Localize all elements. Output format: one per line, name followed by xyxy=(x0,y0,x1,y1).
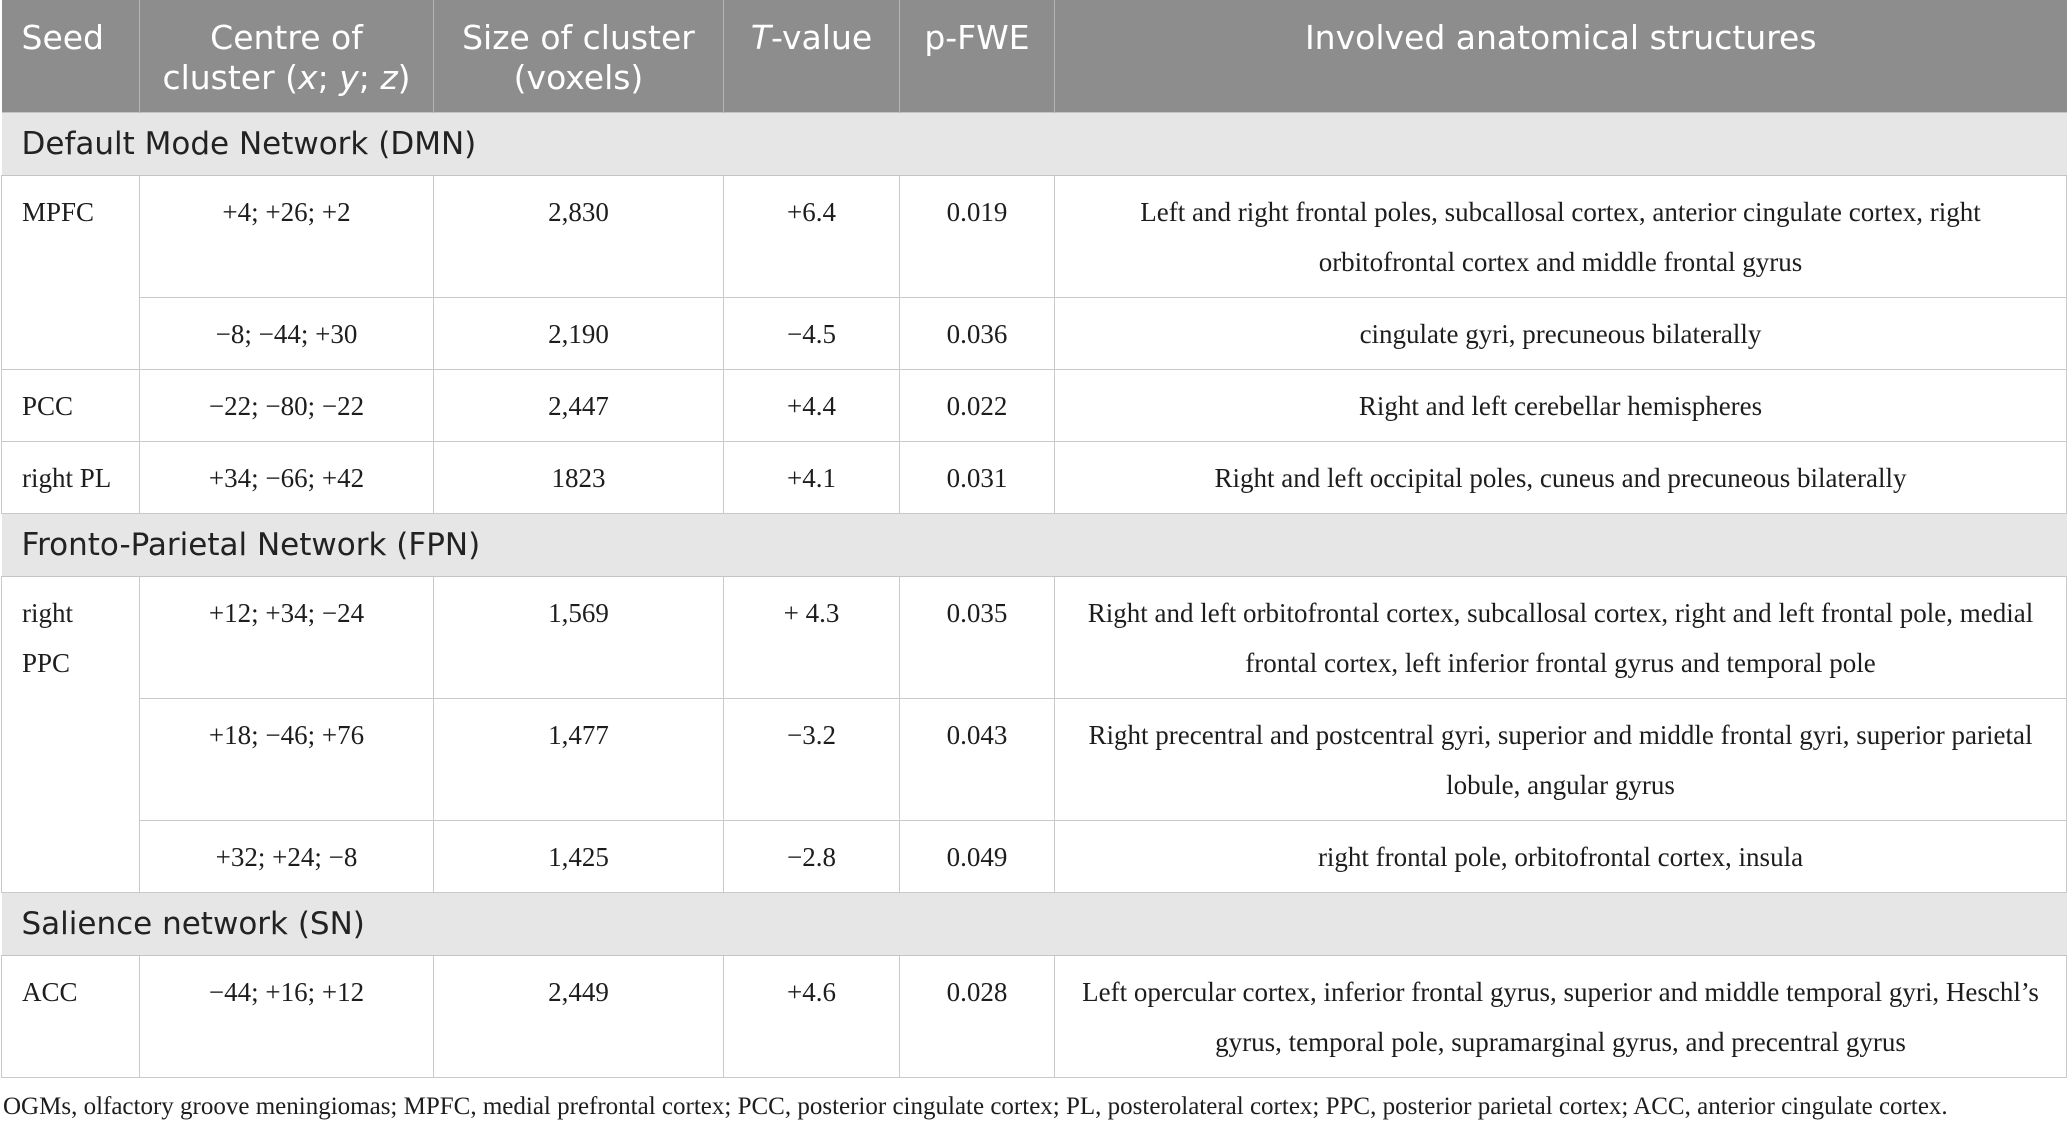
table-header xyxy=(2,0,2067,112)
header-centre: Centre of cluster (x; y; z) xyxy=(140,0,434,112)
header-seed: Seed xyxy=(2,0,140,112)
header-structures: Involved anatomical structures xyxy=(1055,0,2067,112)
table-row xyxy=(2,820,2067,892)
structures-cell: Right and left occipital poles, cuneus and precuneous bilaterally xyxy=(1055,441,2067,513)
section-header-row xyxy=(2,892,2067,955)
centre-cell: +32; +24; −8 xyxy=(140,820,434,892)
structures-cell: Right precentral and postcentral gyri, superior and middle frontal gyri, superior parietal lobule, angular gyrus xyxy=(1055,698,2067,820)
size-cell: 1,425 xyxy=(434,820,724,892)
table-row xyxy=(2,175,2067,297)
size-cell: 1823 xyxy=(434,441,724,513)
size-cell: 2,830 xyxy=(434,175,724,297)
p-fwe-cell: 0.049 xyxy=(900,820,1055,892)
t-value-cell: +4.6 xyxy=(724,955,900,1077)
table-body xyxy=(2,112,2067,1077)
header-size: Size of cluster (voxels) xyxy=(434,0,724,112)
structures-cell: Left and right frontal poles, subcallosal cortex, anterior cingulate cortex, right orbitofrontal cortex and middle frontal gyrus xyxy=(1055,175,2067,297)
centre-cell: −22; −80; −22 xyxy=(140,369,434,441)
structures-cell: Right and left orbitofrontal cortex, subcallosal cortex, right and left frontal pole, medial frontal cortex, left inferior frontal gyrus and temporal pole xyxy=(1055,576,2067,698)
centre-cell: −44; +16; +12 xyxy=(140,955,434,1077)
t-value-cell: −3.2 xyxy=(724,698,900,820)
centre-cell: +12; +34; −24 xyxy=(140,576,434,698)
section-title: Salience network (SN) xyxy=(2,892,2067,955)
section-header-row xyxy=(2,513,2067,576)
structures-cell: Left opercular cortex, inferior frontal gyrus, superior and middle temporal gyri, Heschl’s gyrus, temporal pole, supramarginal gyrus, and precentral gyrus xyxy=(1055,955,2067,1077)
centre-cell: +34; −66; +42 xyxy=(140,441,434,513)
seed-cell: right PPC xyxy=(2,576,140,892)
centre-cell: +4; +26; +2 xyxy=(140,175,434,297)
section-title: Fronto-Parietal Network (FPN) xyxy=(2,513,2067,576)
t-value-cell: +4.1 xyxy=(724,441,900,513)
p-fwe-cell: 0.019 xyxy=(900,175,1055,297)
size-cell: 2,447 xyxy=(434,369,724,441)
seed-cell: MPFC xyxy=(2,175,140,369)
p-fwe-cell: 0.036 xyxy=(900,297,1055,369)
header-t-value: T-value xyxy=(724,0,900,112)
table-row xyxy=(2,576,2067,698)
section-header-row xyxy=(2,112,2067,175)
size-cell: 2,449 xyxy=(434,955,724,1077)
centre-cell: −8; −44; +30 xyxy=(140,297,434,369)
p-fwe-cell: 0.035 xyxy=(900,576,1055,698)
table-row xyxy=(2,955,2067,1077)
table-row xyxy=(2,297,2067,369)
t-value-cell: −4.5 xyxy=(724,297,900,369)
structures-cell: cingulate gyri, precuneous bilaterally xyxy=(1055,297,2067,369)
table-row xyxy=(2,441,2067,513)
p-fwe-cell: 0.043 xyxy=(900,698,1055,820)
structures-cell: right frontal pole, orbitofrontal cortex, insula xyxy=(1055,820,2067,892)
t-value-cell: −2.8 xyxy=(724,820,900,892)
seed-cell: right PL xyxy=(2,441,140,513)
t-value-cell: +6.4 xyxy=(724,175,900,297)
seed-cell: PCC xyxy=(2,369,140,441)
size-cell: 2,190 xyxy=(434,297,724,369)
table-row xyxy=(2,369,2067,441)
size-cell: 1,569 xyxy=(434,576,724,698)
seed-cell: ACC xyxy=(2,955,140,1077)
results-table xyxy=(1,0,2067,1078)
centre-cell: +18; −46; +76 xyxy=(140,698,434,820)
size-cell: 1,477 xyxy=(434,698,724,820)
p-fwe-cell: 0.028 xyxy=(900,955,1055,1077)
structures-cell: Right and left cerebellar hemispheres xyxy=(1055,369,2067,441)
header-p-fwe: p-FWE xyxy=(900,0,1055,112)
table-footnote: OGMs, olfactory groove meningiomas; MPFC, medial prefrontal cortex; PCC, posterior cingulate cortex; PL, posterolateral cortex; PPC, posterior parietal cortex; ACC, anterior cingulate cortex. xyxy=(3,1092,1948,1120)
table-row xyxy=(2,698,2067,820)
t-value-cell: +4.4 xyxy=(724,369,900,441)
p-fwe-cell: 0.022 xyxy=(900,369,1055,441)
section-title: Default Mode Network (DMN) xyxy=(2,112,2067,175)
t-value-cell: + 4.3 xyxy=(724,576,900,698)
p-fwe-cell: 0.031 xyxy=(900,441,1055,513)
